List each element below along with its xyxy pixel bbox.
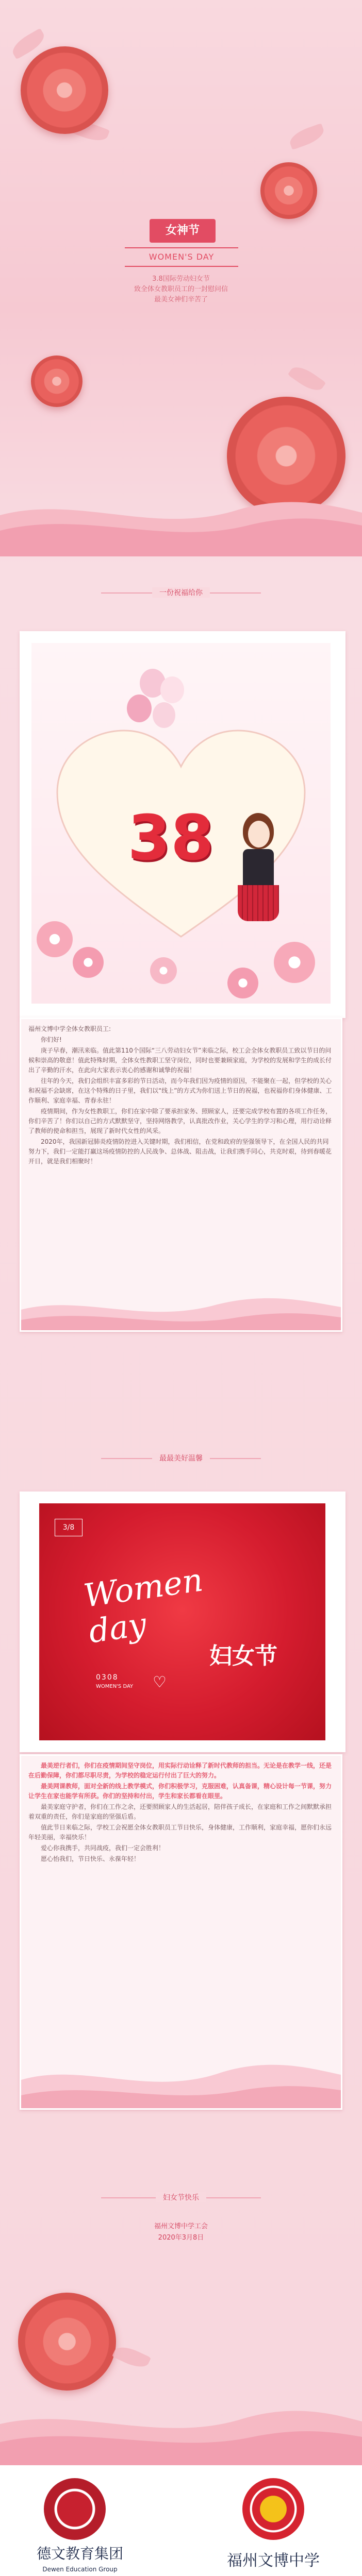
dewen-logo-text: 德文教育集团	[36, 2545, 123, 2562]
letter-paragraph: 2020年，我国新冠肺炎疫情防控进入关键时期，我们相信，在党和政府的坚强领导下，在全国人民的共同努力下，我们一定能打赢这场疫情防控的人民战争、总体战、阻击战，让我们携手同心，共克时艰，待到春暖花开日，就是我们相聚时！	[28, 1138, 332, 1165]
title-english: WOMEN'S DAY	[125, 247, 238, 267]
letter-closing: 愿心怡我们，节日快乐、永葆年轻！	[41, 1855, 140, 1862]
rose-icon	[21, 46, 108, 134]
greeting: 你们好!	[41, 1036, 62, 1043]
letter-paragraph: 庚子早春，潮汛来临。值此第110个国际“三八劳动妇女节”来临之际，校工会全体女教职员工致以节日的问候和崇高的敬意！值此特殊时期，全体女性教职工坚守岗位，同时也要兼顾家庭，为学校的发展和学生的成长付出了辛勤的汗水，在此向大家表示衷心的感谢和诚挚的祝福！	[28, 1047, 332, 1074]
section-heading	[0, 2192, 362, 2202]
heart-icon: ♡	[153, 1673, 167, 1691]
rose-icon	[31, 355, 83, 407]
section-heading	[0, 587, 362, 598]
letter-paragraph: 爱心你我携手，共同战疫，我们一定会胜利！	[41, 1844, 165, 1852]
women-day-cn: 妇女节	[209, 1643, 277, 1669]
decor-wave	[0, 489, 362, 556]
decor-leaf	[288, 362, 326, 396]
letter-card-2	[20, 1754, 342, 2110]
section-heading	[0, 1453, 362, 1463]
balloon-icon	[153, 702, 175, 728]
letter-paragraph: 最美家庭守护者，你们在工作之余，还要照顾家人的生活起居，陪伴孩子成长，在家庭和工作之间默默承担着双重的责任，你们是家庭的坚强后盾。	[28, 1803, 332, 1820]
intro-text	[113, 274, 249, 305]
section-heading-text: 妇女节快乐	[156, 2192, 206, 2202]
letter-paragraph: 疫情期间，作为女性教职工，你们在家中除了要承担家务、照顾家人，还要完成学校布置的各项工作任务，你们辛苦了！你们以自己的方式默默坚守，坚持网络教学，认真批改作业，关心学生的学习和心理，用行动诠释了教师的使命和担当，展现了新时代女性的风采。	[28, 1108, 332, 1134]
wenbo-logo-icon	[242, 2478, 304, 2540]
dewen-logo-subtext: Dewen Education Group	[42, 2566, 118, 2573]
letter-paragraph	[28, 1782, 334, 1801]
title-badge: 女神节	[150, 219, 216, 243]
letter-paragraph	[28, 1761, 334, 1781]
footer-logos	[0, 2465, 362, 2576]
date-small: 0308	[96, 1673, 119, 1682]
highlight-text: 最美逆行者们，你们在疫情期间坚守岗位，用实际行动诠释了新时代教师的担当。无论是在教学一线，还是在后勤保障，你们都尽职尽责，为学校的稳定运行付出了巨大的努力。	[28, 1762, 332, 1779]
header-hero	[0, 0, 362, 556]
section-heading-text: 一份祝福给你	[152, 587, 210, 598]
rose-icon	[260, 162, 317, 219]
rose-icon	[18, 2293, 116, 2391]
flower-icon	[274, 942, 315, 983]
intro-line: 3.8国际劳动妇女节	[152, 275, 210, 283]
highlight-text: 最美网课教师，面对全新的线上教学模式，你们积极学习，克服困难，认真备课，精心设计每一节课，努力让学生在家也能学有所获。你们的坚持和付出，学生和家长都看在眼里。	[28, 1783, 332, 1800]
decor-wave	[21, 2052, 341, 2108]
decor-wave	[21, 1289, 341, 1330]
decor-wave	[0, 2396, 362, 2465]
big-number-38: 38	[127, 803, 214, 874]
date-badge: 3/8	[55, 1519, 83, 1536]
red-poster-image	[39, 1503, 325, 1740]
poster-image	[31, 643, 331, 1004]
decor-leaf	[287, 123, 326, 150]
women-day-art: Women day	[81, 1561, 205, 1651]
letter-card	[20, 1018, 342, 1332]
letter-paragraph: 往年的今天，我们会组织丰富多彩的节日活动，而今年我们因为疫情的原因，不能聚在一起，但学校的关心和祝福不会缺席，在这个特殊的日子里，我们以“线上”的方式为你们送上节日的祝福，也祝福你们身体健康、工作顺利、家庭幸福、青春永驻！	[28, 1077, 332, 1104]
signature: 福州文博中学工会	[154, 2223, 208, 2230]
intro-line: 最美女神们辛苦了	[154, 296, 208, 303]
flower-icon	[37, 921, 73, 957]
section-heading-text: 最最美好温馨	[152, 1453, 210, 1463]
poster-card	[20, 631, 345, 1018]
dewen-logo-icon	[44, 2478, 106, 2540]
letter-paragraph: 值此节日来临之际，学校工会祝愿全体女教职员工节日快乐，身体健康，工作顺利，家庭幸福，愿你们永远年轻美丽，幸福快乐！	[28, 1824, 332, 1841]
balloon-icon	[127, 694, 152, 722]
wenbo-logo-text: 福州文博中学	[227, 2552, 320, 2570]
salutation: 福州文博中学全体女教职员工:	[28, 1025, 111, 1032]
red-poster-card	[20, 1492, 345, 1752]
date-small-en: WOMEN'S DAY	[96, 1684, 134, 1689]
flower-icon	[73, 947, 104, 978]
intro-line: 致全体女教职员工的一封慰问信	[134, 285, 228, 293]
flower-icon	[227, 968, 258, 998]
balloon-icon	[160, 676, 184, 703]
woman-illustration	[227, 813, 289, 937]
signature-date: 2020年3月8日	[158, 2234, 204, 2242]
flower-icon	[150, 957, 177, 984]
decor-leaf	[112, 2343, 151, 2372]
